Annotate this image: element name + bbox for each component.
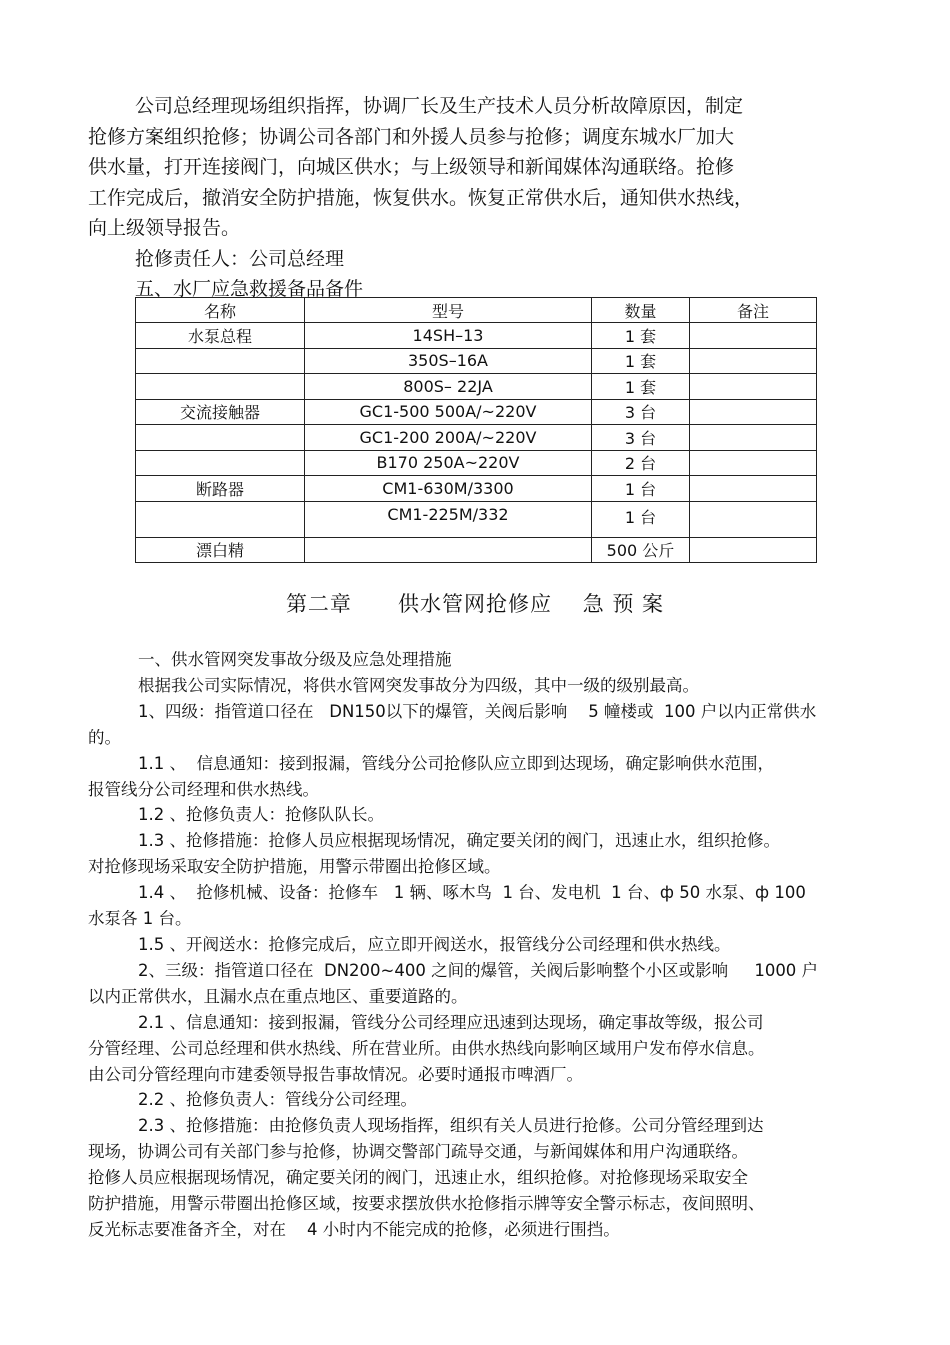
body-line: 防护措施，用警示带圈出抢修区域，按要求摆放供水抢修指示牌等安全警示标志，夜间照明、	[88, 1194, 765, 1214]
table-row	[136, 348, 817, 374]
table-row	[136, 450, 817, 476]
cell-quantity: 3 台	[592, 399, 690, 425]
cell-quantity: 1 台	[592, 501, 690, 537]
header-remarks: 备注	[690, 298, 817, 323]
table-row	[136, 501, 817, 537]
section-title: 五、水厂应急救援备品备件	[135, 278, 364, 300]
body-line: 2.3 、抢修措施：由抢修负责人现场指挥，组织有关人员进行抢修。公司分管经理到达	[138, 1116, 764, 1136]
body-line: 2.1 、信息通知：接到报漏，管线分公司经理应迅速到达现场，确定事故等级，报公司	[138, 1012, 764, 1032]
cell-name: 断路器	[136, 476, 305, 502]
cell-quantity: 1 台	[592, 476, 690, 502]
body-line: 一、供水管网突发事故分级及应急处理措施	[138, 650, 452, 669]
intro-line: 公司总经理现场组织指挥，协调厂长及生产技术人员分析故障原因，制定	[135, 95, 744, 117]
table-row	[136, 425, 817, 451]
emergency-plan-body	[88, 647, 868, 1243]
cell-quantity: 2 台	[592, 450, 690, 476]
header-quantity: 数量	[592, 298, 690, 323]
cell-quantity: 1 套	[592, 323, 690, 349]
body-line: 报管线分公司经理和供水热线。	[88, 779, 319, 799]
body-line: 1.5 、开阀送水：抢修完成后，应立即开阀送水，报管线分公司经理和供水热线。	[138, 934, 731, 954]
header-model: 型号	[305, 298, 592, 323]
body-line: 反光标志要准备齐全，对在 4 小时内不能完成的抢修，必须进行围挡。	[88, 1219, 620, 1239]
cell-name: 交流接触器	[136, 399, 305, 425]
cell-remarks	[690, 476, 817, 502]
intro-line: 抢修方案组织抢修；协调公司各部门和外援人员参与抢修；调度东城水厂加大	[88, 125, 735, 148]
cell-model: GC1-500 500A/~220V	[305, 399, 592, 425]
intro-line: 工作完成后，撤消安全防护措施，恢复供水。恢复正常供水后，通知供水热线，	[88, 186, 754, 209]
cell-quantity: 500 公斤	[592, 537, 690, 563]
cell-model: GC1-200 200A/~220V	[305, 425, 592, 451]
table-row	[136, 323, 817, 349]
body-line: 1.1 、 信息通知：接到报漏，管线分公司抢修队应立即到达现场，确定影响供水范围，	[138, 753, 774, 773]
body-line: 抢修人员应根据现场情况，确定要关闭的阀门，迅速止水，组织抢修。对抢修现场采取安全	[88, 1168, 748, 1188]
responsible-person: 抢修责任人：公司总经理	[135, 247, 345, 270]
body-line: 对抢修现场采取安全防护措施，用警示带圈出抢修区域。	[88, 857, 501, 877]
intro-line: 向上级领导报告。	[88, 217, 241, 239]
cell-name	[136, 348, 305, 374]
cell-model: 14SH–13	[305, 323, 592, 349]
table-row	[136, 399, 817, 425]
body-line: 2.2 、抢修负责人：管线分公司经理。	[138, 1090, 417, 1110]
cell-model: CM1-630M/3300	[305, 476, 592, 502]
body-line: 1.3 、抢修措施：抢修人员应根据现场情况，确定要关闭的阀门，迅速止水，组织抢修。	[138, 831, 780, 851]
cell-name	[136, 450, 305, 476]
cell-name: 水泵总程	[136, 323, 305, 349]
cell-remarks	[690, 323, 817, 349]
body-line: 由公司分管经理向市建委领导报告事故情况。必要时通报市啤酒厂。	[88, 1064, 583, 1084]
body-line: 现场，协调公司有关部门参与抢修，协调交警部门疏导交通，与新闻媒体和用户沟通联络。	[88, 1142, 748, 1162]
body-line: 以内正常供水，且漏水点在重点地区、重要道路的。	[88, 986, 468, 1006]
intro-section	[88, 91, 818, 305]
cell-name	[136, 425, 305, 451]
intro-line: 供水量，打开连接阀门，向城区供水；与上级领导和新闻媒体沟通联络。抢修	[88, 156, 735, 178]
cell-remarks	[690, 450, 817, 476]
cell-quantity: 3 台	[592, 425, 690, 451]
cell-remarks	[690, 425, 817, 451]
cell-model: B170 250A~220V	[305, 450, 592, 476]
body-line: 根据我公司实际情况，将供水管网突发事故分为四级，其中一级的级别最高。	[138, 675, 699, 695]
cell-remarks	[690, 501, 817, 537]
cell-remarks	[690, 399, 817, 425]
cell-model: CM1-225M/332	[305, 501, 592, 537]
body-line: 分管经理、公司总经理和供水热线、所在营业所。由供水热线向影响区域用户发布停水信息。	[88, 1038, 765, 1058]
table-row	[136, 476, 817, 502]
table-row	[136, 374, 817, 400]
body-line: 水泵各 1 台。	[88, 909, 192, 929]
cell-name	[136, 374, 305, 400]
cell-model: 350S–16A	[305, 348, 592, 374]
cell-name: 漂白精	[136, 537, 305, 563]
table-row	[136, 537, 817, 563]
body-line: 2、三级：指管道口径在 DN200~400 之间的爆管，关阀后影响整个小区或影响 1000 户	[138, 960, 819, 980]
cell-quantity: 1 套	[592, 348, 690, 374]
cell-quantity: 1 套	[592, 374, 690, 400]
cell-model: 800S– 22JA	[305, 374, 592, 400]
body-line: 1.4 、 抢修机械、设备：抢修车 1 辆、啄木鸟 1 台、发电机 1 台、ф 50 水泵、ф 100	[138, 883, 806, 903]
body-line: 1、四级：指管道口径在 DN150以下的爆管，关阀后影响 5 幢楼或 100 户以内正常供水	[138, 701, 817, 721]
body-line: 的。	[88, 727, 121, 747]
cell-name	[136, 501, 305, 537]
header-name: 名称	[136, 298, 305, 323]
table-header-row	[136, 298, 817, 323]
cell-remarks	[690, 537, 817, 563]
spare-parts-table	[135, 297, 817, 563]
cell-remarks	[690, 374, 817, 400]
chapter-title: 第二章 供水管网抢修应 急 预 案	[285, 592, 665, 616]
body-line: 1.2 、抢修负责人：抢修队队长。	[138, 805, 384, 825]
cell-model	[305, 537, 592, 563]
cell-remarks	[690, 348, 817, 374]
